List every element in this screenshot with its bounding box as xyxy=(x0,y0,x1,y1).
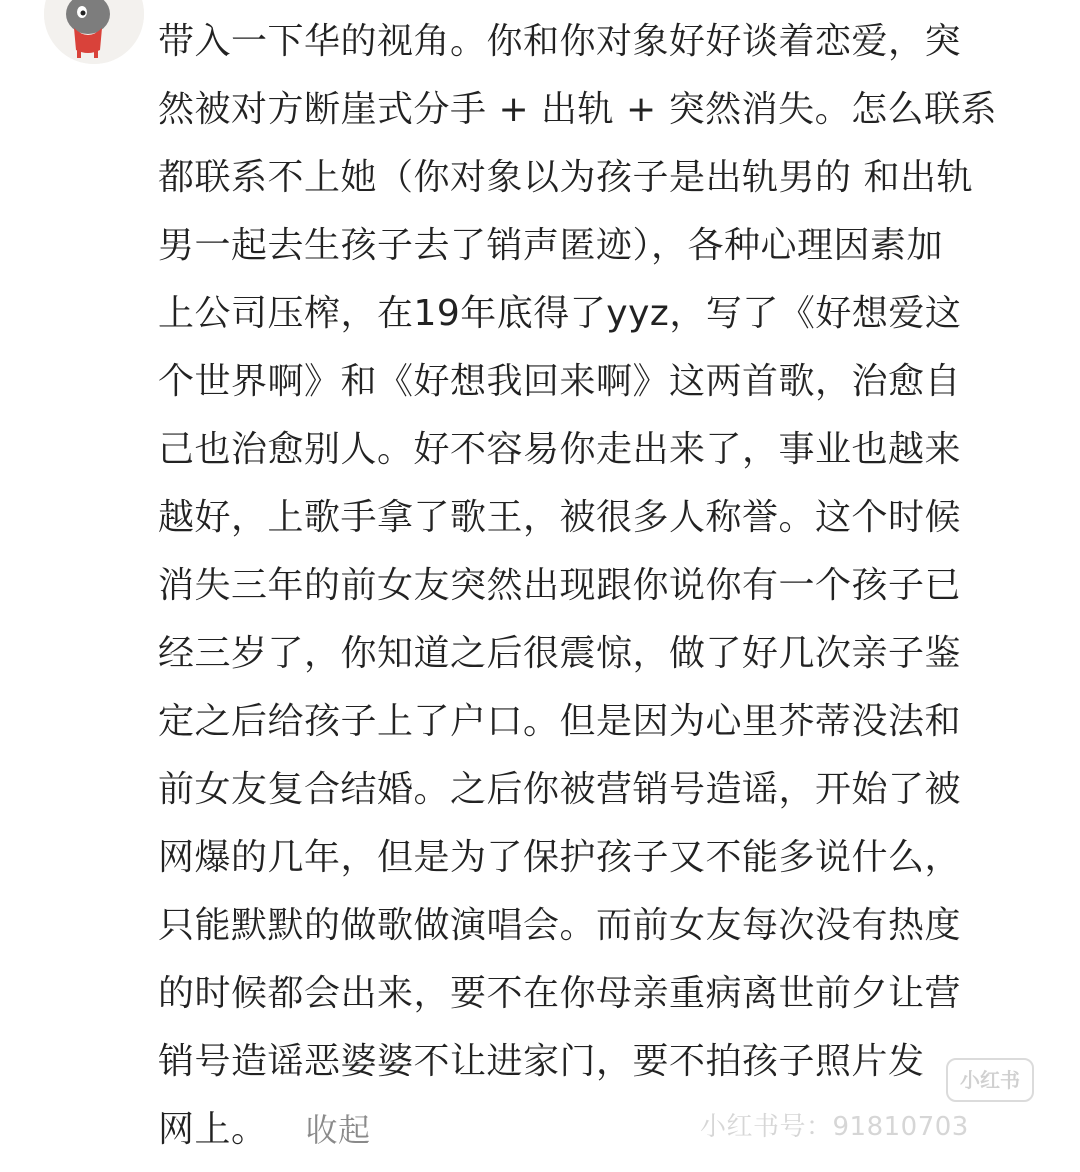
comment-line: 的时候都会出来，要不在你母亲重病离世前夕让营 xyxy=(158,973,962,1014)
comment-line: 个世界啊》和《好想我回来啊》这两首歌，治愈自 xyxy=(158,361,962,402)
comment-line: 网爆的几年，但是为了保护孩子又不能多说什么， xyxy=(158,837,962,878)
comment-line: 都联系不上她（你对象以为孩子是出轨男的 和出轨 xyxy=(158,157,973,198)
comment-line: 越好，上歌手拿了歌王，被很多人称誉。这个时候 xyxy=(158,497,962,538)
comment-line: 己也治愈别人。好不容易你走出来了，事业也越来 xyxy=(158,429,962,470)
comment-line: 消失三年的前女友突然出现跟你说你有一个孩子已 xyxy=(158,565,962,606)
comment-line: 然被对方断崖式分手 + 出轨 + 突然消失。怎么联系 xyxy=(158,89,998,130)
comment-body xyxy=(158,8,1038,1164)
comment-line: 前女友复合结婚。之后你被营销号造谣，开始了被 xyxy=(158,769,962,810)
comment-line: 经三岁了，你知道之后很震惊，做了好几次亲子鉴 xyxy=(158,633,962,674)
comment-line: 带入一下华的视角。你和你对象好好谈着恋爱，突 xyxy=(158,21,962,62)
comment-line: 只能默默的做歌做演唱会。而前女友每次没有热度 xyxy=(158,905,962,946)
cartoon-character-icon xyxy=(44,0,144,64)
comment-line: 网上。 xyxy=(158,1109,268,1150)
comment-line: 男一起去生孩子去了销声匿迹），各种心理因素加 xyxy=(158,225,944,266)
comment-line: 销号造谣恶婆婆不让进家门，要不拍孩子照片发 xyxy=(158,1041,925,1082)
watermark-logo: 小红书 xyxy=(946,1058,1034,1102)
comment-line: 上公司压榨，在19年底得了yyz，写了《好想爱这 xyxy=(158,293,962,334)
watermark-text: 小红书号：91810703 xyxy=(700,1112,969,1142)
avatar[interactable] xyxy=(44,0,144,64)
collapse-button[interactable]: 收起 xyxy=(305,1111,371,1149)
comment-line: 定之后给孩子上了户口。但是因为心里芥蒂没法和 xyxy=(158,701,962,742)
